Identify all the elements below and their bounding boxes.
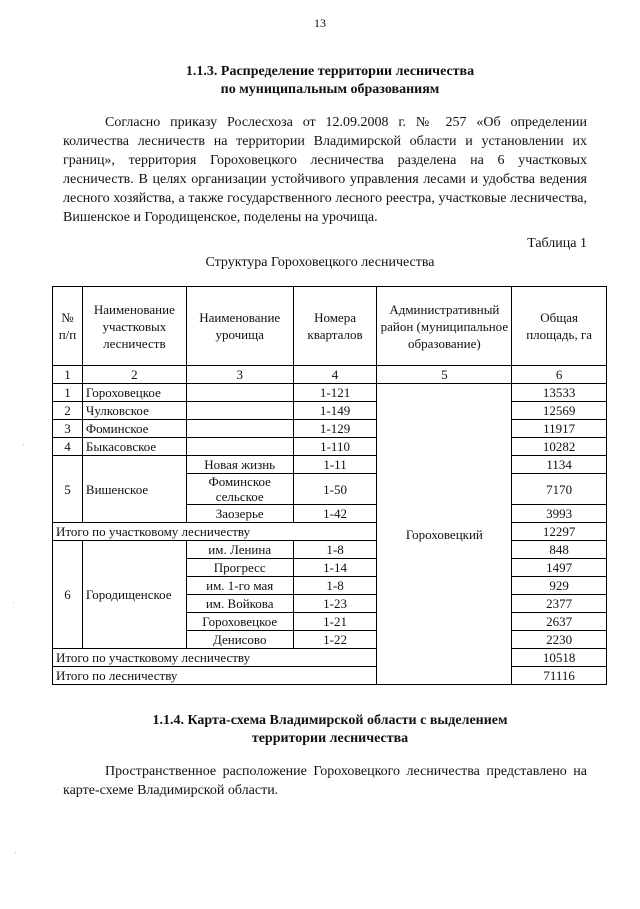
forestry-name: Фоминское	[82, 420, 186, 438]
table-caption: Структура Гороховецкого лесничества	[205, 255, 435, 270]
quarters: 1-129	[293, 420, 377, 438]
tract-name	[186, 384, 293, 402]
tract-name	[186, 420, 293, 438]
scan-speck: ·	[12, 598, 15, 608]
forestry-structure-table	[52, 286, 607, 685]
tract-name: Денисово	[186, 631, 293, 649]
area: 929	[512, 577, 607, 595]
row-num: 1	[53, 384, 83, 402]
section-title-1-1-4	[60, 712, 600, 748]
tract-name: Новая жизнь	[186, 456, 293, 474]
tract-name: Прогресс	[186, 559, 293, 577]
section-title-line1: 1.1.4. Карта-схема Владимирской области с выделением	[152, 713, 508, 728]
quarters: 1-110	[293, 438, 377, 456]
tract-name	[186, 438, 293, 456]
quarters: 1-149	[293, 402, 377, 420]
grand-total-label: Итого по лесничеству	[53, 667, 512, 685]
quarters: 1-50	[293, 474, 377, 505]
forestry-name: Гороховецкое	[82, 384, 186, 402]
subtotal-label: Итого по участковому лесничеству	[53, 523, 377, 541]
header-quarters: Номера кварталов	[293, 287, 377, 366]
grand-total-area: 71116	[512, 667, 607, 685]
col-number: 6	[512, 366, 607, 384]
section-title-line1: 1.1.3. Распределение территории лесничества	[185, 64, 475, 79]
section-paragraph-2: Пространственное расположение Гороховецкого лесничества представлено на карте-схеме Владимирской области.	[63, 764, 587, 798]
col-number: 4	[293, 366, 377, 384]
quarters: 1-42	[293, 505, 377, 523]
area: 2637	[512, 613, 607, 631]
tract-name: Заозерье	[186, 505, 293, 523]
area: 1497	[512, 559, 607, 577]
subtotal-area: 10518	[512, 649, 607, 667]
quarters: 1-8	[293, 541, 377, 559]
area: 13533	[512, 384, 607, 402]
section-title-line2: территории лесничества	[251, 731, 409, 746]
area: 2377	[512, 595, 607, 613]
header-tract-name: Наименование урочища	[186, 287, 293, 366]
header-district: Административный район (муниципальное образование)	[377, 287, 512, 366]
area: 11917	[512, 420, 607, 438]
table-label: Таблица 1	[527, 236, 587, 251]
subtotal-row	[53, 649, 607, 667]
quarters: 1-14	[293, 559, 377, 577]
header-area: Общая площадь, га	[512, 287, 607, 366]
quarters: 1-23	[293, 595, 377, 613]
row-num: 2	[53, 402, 83, 420]
col-number: 5	[377, 366, 512, 384]
quarters: 1-121	[293, 384, 377, 402]
col-number: 1	[53, 366, 83, 384]
tract-name: Фоминское сельское	[186, 474, 293, 505]
row-num: 5	[53, 456, 83, 523]
subtotal-row	[53, 523, 607, 541]
area: 2230	[512, 631, 607, 649]
area: 848	[512, 541, 607, 559]
tract-name	[186, 402, 293, 420]
tract-name: Гороховецкое	[186, 613, 293, 631]
row-num: 4	[53, 438, 83, 456]
section-title-1-1-3	[60, 63, 600, 99]
tract-name: им. Войкова	[186, 595, 293, 613]
table-row	[53, 456, 607, 474]
section-paragraph-1: Согласно приказу Рослесхоза от 12.09.2008 г. № 257 «Об определении количества лесничеств на территории Владимирской области и установлении их границ», территория Гороховецкого лесничества разделена на 6 участковых лесничеств. В целях организации устойчивого управления лесами и удобства ведения лесного хозяйства, а также государственного лесного реестра, участковые лесничества, Вишенское и Городищенское, поделены на урочища.	[63, 115, 587, 225]
table-row	[53, 541, 607, 559]
col-number: 2	[82, 366, 186, 384]
scan-speck: ·	[14, 848, 17, 858]
forestry-name: Чулковское	[82, 402, 186, 420]
district-cell: Гороховецкий	[377, 384, 512, 685]
quarters: 1-8	[293, 577, 377, 595]
quarters: 1-21	[293, 613, 377, 631]
table-row	[53, 438, 607, 456]
column-number-row	[53, 366, 607, 384]
row-num: 6	[53, 541, 83, 649]
col-number: 3	[186, 366, 293, 384]
forestry-name: Быкасовское	[82, 438, 186, 456]
forestry-name: Городищенское	[82, 541, 186, 649]
area: 7170	[512, 474, 607, 505]
header-forestry-name: Наименование участковых лесничеств	[82, 287, 186, 366]
area: 12569	[512, 402, 607, 420]
table-header-row	[53, 287, 607, 366]
quarters: 1-11	[293, 456, 377, 474]
table-row	[53, 420, 607, 438]
forestry-name: Вишенское	[82, 456, 186, 523]
subtotal-area: 12297	[512, 523, 607, 541]
tract-name: им. Ленина	[186, 541, 293, 559]
section-title-line2: по муниципальным образованиям	[220, 82, 440, 97]
area: 10282	[512, 438, 607, 456]
page-number: 13	[314, 16, 326, 30]
grand-total-row	[53, 667, 607, 685]
tract-name: им. 1-го мая	[186, 577, 293, 595]
scan-speck: ·	[22, 440, 25, 450]
area: 1134	[512, 456, 607, 474]
subtotal-label: Итого по участковому лесничеству	[53, 649, 377, 667]
table-row	[53, 384, 607, 402]
area: 3993	[512, 505, 607, 523]
row-num: 3	[53, 420, 83, 438]
quarters: 1-22	[293, 631, 377, 649]
header-num: № п/п	[53, 287, 83, 366]
table-row	[53, 402, 607, 420]
